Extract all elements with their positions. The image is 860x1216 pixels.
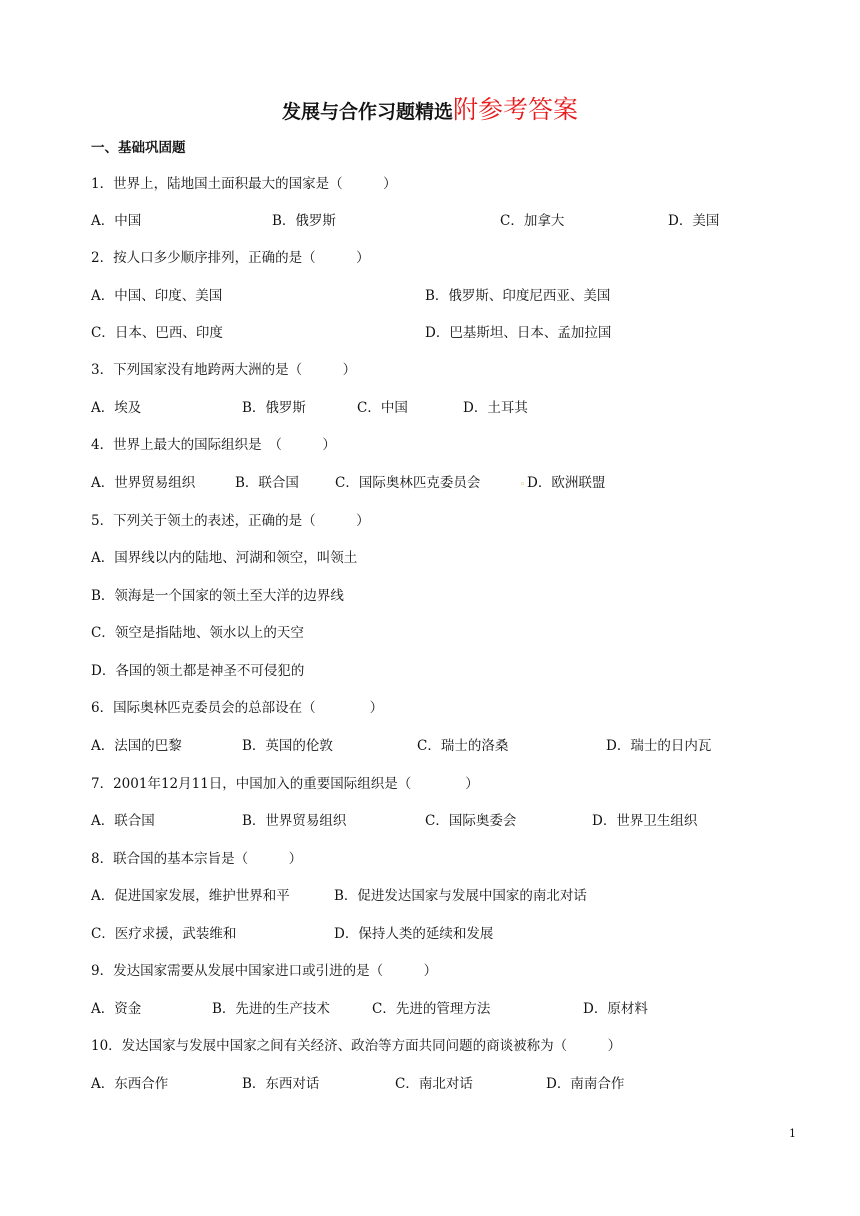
option: D．世界卫生组织 [592, 813, 698, 829]
page-number: 1 [789, 1127, 796, 1140]
option: B．英国的伦敦 [242, 738, 333, 754]
option: C．先进的管理方法 [372, 1001, 491, 1017]
option: A．埃及 [91, 400, 142, 416]
option: D．保持人类的延续和发展 [334, 926, 494, 942]
question-stem: 9．发达国家需要从发展中国家进口或引进的是（ ） [91, 963, 438, 979]
question-stem: 8．联合国的基本宗旨是（ ） [91, 851, 303, 867]
option: D．南南合作 [546, 1076, 625, 1092]
option: A．东西合作 [91, 1076, 169, 1092]
question-stem: 7．2001年12月11日，中国加入的重要国际组织是（ ） [91, 776, 479, 792]
option: B．世界贸易组织 [242, 813, 347, 829]
option: A．中国 [91, 213, 142, 229]
option: A．国界线以内的陆地、河湖和领空，叫领土 [91, 550, 358, 566]
option: D．巴基斯坦、日本、孟加拉国 [425, 325, 612, 341]
option: B．俄罗斯 [272, 213, 336, 229]
option: D．土耳其 [463, 400, 528, 416]
question-stem: 4．世界上最大的国际组织是 （ ） [91, 437, 336, 453]
question-stem: 5．下列关于领土的表述，正确的是（ ） [91, 513, 370, 529]
title-main: 发展与合作习题精选 [281, 101, 453, 123]
option: B．东西对话 [242, 1076, 320, 1092]
option: A．世界贸易组织 [91, 475, 196, 491]
option: C．国际奥林匹克委员会 [335, 475, 481, 491]
option: C．日本、巴西、印度 [91, 325, 223, 341]
option: C．加拿大 [500, 213, 565, 229]
option: C．国际奥委会 [425, 813, 517, 829]
option: C．领空是指陆地、领水以上的天空 [91, 625, 304, 641]
option: B．联合国 [235, 475, 299, 491]
option: B．促进发达国家与发展中国家的南北对话 [334, 888, 587, 904]
option: D．瑞士的日内瓦 [606, 738, 712, 754]
option: B．领海是一个国家的领土至大洋的边界线 [91, 588, 344, 604]
option: D．原材料 [583, 1001, 648, 1017]
option: C．中国 [357, 400, 408, 416]
option: A．促进国家发展，维护世界和平 [91, 888, 290, 904]
option: A．资金 [91, 1001, 142, 1017]
option: A．中国、印度、美国 [91, 288, 223, 304]
section-heading: 一、基础巩固题 [91, 140, 186, 156]
question-stem: 6．国际奥林匹克委员会的总部设在（ ） [91, 700, 384, 716]
option: B．先进的生产技术 [212, 1001, 330, 1017]
option: C．瑞士的洛桑 [417, 738, 509, 754]
page-title [0, 90, 860, 126]
option: C．医疗求援，武装维和 [91, 926, 237, 942]
option: C．南北对话 [395, 1076, 473, 1092]
option: B．俄罗斯 [242, 400, 306, 416]
option: A．联合国 [91, 813, 155, 829]
option: A．法国的巴黎 [91, 738, 182, 754]
title-highlight: 附参考答案 [453, 95, 579, 124]
option: D．各国的领土都是神圣不可侵犯的 [91, 663, 305, 679]
option: D．美国 [668, 213, 720, 229]
question-stem: 10．发达国家与发展中国家之间有关经济、政治等方面共同问题的商谈被称为（ ） [91, 1038, 622, 1054]
option: D．欧洲联盟 [527, 475, 606, 491]
option: B．俄罗斯、印度尼西亚、美国 [425, 288, 611, 304]
question-stem: 2．按人口多少顺序排列，正确的是（ ） [91, 250, 370, 266]
question-stem: 3．下列国家没有地跨两大洲的是（ ） [91, 362, 357, 378]
stray-mark-icon: ◦ [520, 480, 526, 490]
question-stem: 1．世界上，陆地国土面积最大的国家是（ ） [91, 176, 397, 192]
